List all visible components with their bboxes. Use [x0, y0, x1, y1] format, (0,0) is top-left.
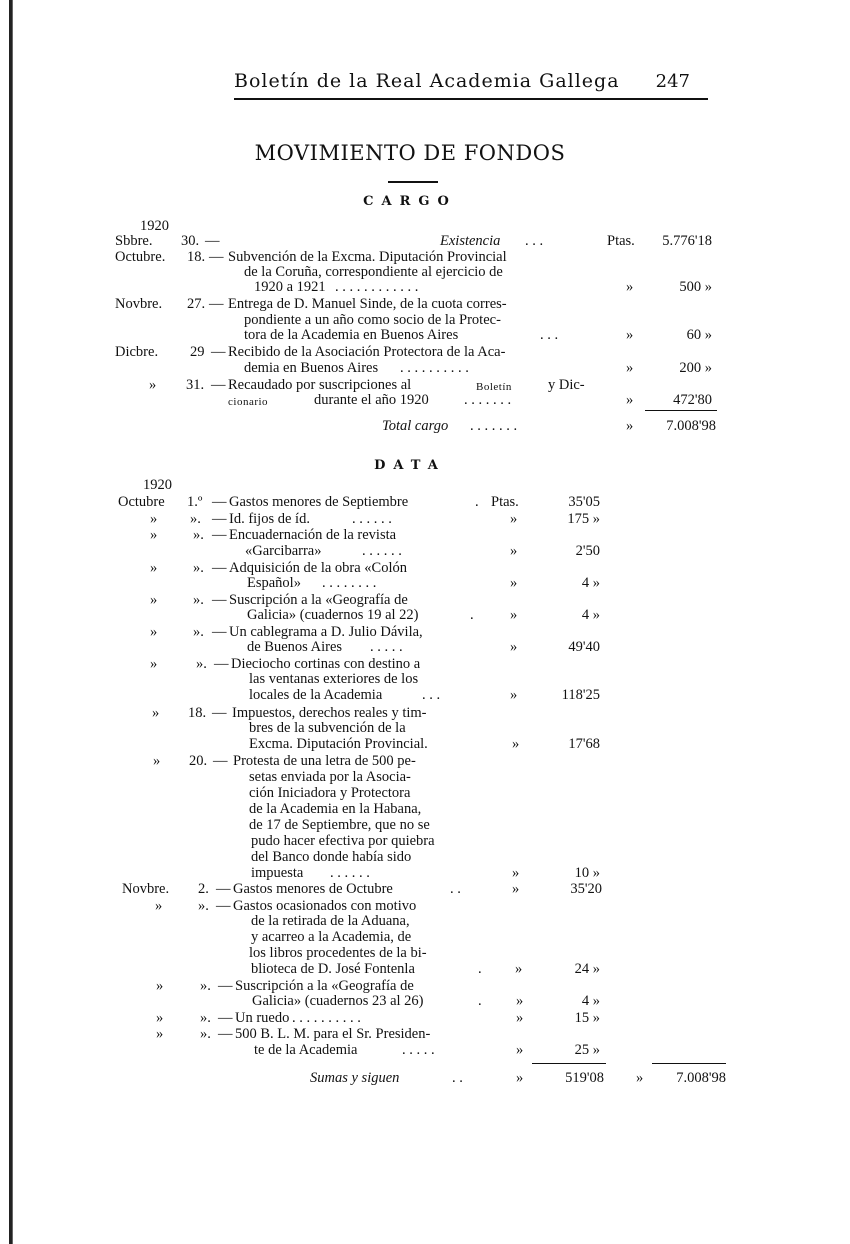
data-dash: —: [218, 1010, 233, 1026]
running-header: [234, 70, 708, 100]
cargo-desc-line: demia en Buenos Aires: [244, 360, 379, 376]
cargo-day: 29: [190, 344, 205, 360]
data-dash: —: [212, 705, 227, 721]
data-leader: . . . . .: [370, 639, 403, 655]
data-mark: »: [512, 865, 520, 881]
cargo-day: 27.: [187, 296, 206, 312]
cargo-day: 31.: [186, 377, 205, 393]
data-amount: 118'25: [561, 687, 600, 703]
data-desc-line: Gastos ocasionados con motivo: [233, 898, 417, 914]
data-desc-line: pudo hacer efectiva por quiebra: [251, 833, 435, 849]
data-leader: . . . . .: [402, 1042, 435, 1058]
data-day: ».: [196, 656, 207, 672]
data-desc-line: los libros procedentes de la bi-: [249, 945, 427, 961]
data-leader: . . .: [422, 687, 441, 703]
data-month: »: [156, 978, 164, 994]
data-dash: —: [216, 881, 231, 897]
data-desc-line: Dieciocho cortinas con destino a: [231, 656, 421, 672]
data-mark: »: [510, 607, 518, 623]
data-month: »: [152, 705, 160, 721]
data-day: ».: [193, 560, 204, 576]
cargo-desc-word: y Dic-: [548, 377, 585, 393]
data-desc-line: Galicia» (cuadernos 23 al 26): [252, 993, 424, 1009]
data-mark: »: [512, 736, 520, 752]
data-desc-line: Excma. Diputación Provincial.: [249, 736, 428, 752]
cargo-amount: 500 »: [679, 279, 712, 295]
data-desc-line: Un cablegrama a D. Julio Dávila,: [229, 624, 423, 640]
cargo-sum-rule: [645, 410, 717, 411]
data-desc-line: 500 B. L. M. para el Sr. Presiden-: [235, 1026, 431, 1042]
cargo-year: 1920: [140, 218, 169, 234]
data-amount: 17'68: [568, 736, 600, 752]
data-mark: »: [512, 881, 520, 897]
data-month: Octubre: [118, 494, 165, 510]
cargo-amount: 200 »: [679, 360, 712, 376]
carry-amount: 7.008'98: [676, 1070, 726, 1086]
cargo-month: Sbbre.: [115, 233, 153, 249]
data-mark: »: [516, 1010, 524, 1026]
data-dash: —: [213, 753, 228, 769]
data-month: »: [156, 1026, 164, 1042]
data-day: ».: [200, 1010, 211, 1026]
data-dash: —: [212, 494, 227, 510]
data-desc-line: Adquisición de la obra «Colón: [229, 560, 408, 576]
page-title: MOVIMIENTO DE FONDOS: [254, 141, 566, 165]
data-day: ».: [200, 978, 211, 994]
data-amount: 4 »: [581, 575, 600, 591]
data-day: ».: [193, 592, 204, 608]
cargo-leader: . . . . . . .: [470, 418, 518, 434]
data-leader: . . . . . . . . . .: [292, 1010, 361, 1026]
data-desc-line: Encuadernación de la revista: [229, 527, 397, 543]
cargo-mark: »: [626, 392, 634, 408]
cargo-existencia-label: Existencia: [440, 233, 501, 249]
sum-mark: »: [516, 1070, 524, 1086]
cargo-dash: —: [205, 233, 220, 249]
data-leader: .: [478, 993, 482, 1009]
data-month: »: [150, 592, 158, 608]
page-binding-edge: [0, 0, 12, 1244]
data-amount: 35'20: [570, 881, 602, 897]
data-day: 20.: [189, 753, 208, 769]
data-amount: 4 »: [581, 993, 600, 1009]
cargo-desc-line: tora de la Academia en Buenos Aires: [244, 327, 459, 343]
data-mark: »: [510, 575, 518, 591]
data-year: 1920: [143, 477, 172, 493]
data-month: »: [156, 1010, 164, 1026]
data-desc-line: Gastos menores de Septiembre: [229, 494, 409, 510]
data-amount: 175 »: [567, 511, 600, 527]
data-day: ».: [193, 527, 204, 543]
boletin-smallcaps: Boletín: [476, 381, 512, 393]
data-desc-line: Id. fijos de íd.: [229, 511, 310, 527]
data-amount: 49'40: [568, 639, 600, 655]
data-leader: . . . . . . . .: [322, 575, 377, 591]
sum-leader: . .: [452, 1070, 463, 1086]
data-desc-line: Gastos menores de Octubre: [233, 881, 393, 897]
data-mark: »: [516, 993, 524, 1009]
data-leader: . . . . . .: [362, 543, 402, 559]
sum-amount: 519'08: [565, 1070, 604, 1086]
data-month: »: [155, 898, 163, 914]
data-amount: 25 »: [574, 1042, 600, 1058]
cargo-month: Novbre.: [115, 296, 163, 312]
data-mark: »: [510, 687, 518, 703]
cargo-heading: CARGO: [363, 194, 457, 209]
cargo-leader: . . . . . . . . . .: [400, 360, 469, 376]
page-binding-line: [12, 0, 13, 1244]
data-leader: .: [475, 494, 479, 510]
cargo-dash: —: [211, 377, 226, 393]
data-desc-line: Español»: [247, 575, 301, 591]
cargo-total-label: Total cargo: [382, 418, 449, 434]
cargo-amount: 60 »: [686, 327, 712, 343]
cargo-month: Dicbre.: [115, 344, 159, 360]
cargo-leader: . . .: [525, 233, 544, 249]
cargo-month: Octubre.: [115, 249, 166, 265]
data-month: Novbre.: [122, 881, 170, 897]
data-dash: —: [212, 592, 227, 608]
data-month: »: [150, 560, 158, 576]
journal-title: Boletín de la Real Academia Gallega: [234, 70, 620, 92]
sum-label: Sumas y siguen: [310, 1070, 400, 1086]
data-leader: . . . . . .: [352, 511, 392, 527]
data-dash: —: [212, 624, 227, 640]
data-leader: . .: [450, 881, 461, 897]
data-dash: —: [218, 1026, 233, 1042]
cargo-month: »: [149, 377, 157, 393]
data-mark: »: [510, 639, 518, 655]
cargo-desc-line: durante el año 1920: [314, 392, 429, 408]
data-amount: 35'05: [568, 494, 600, 510]
data-desc-line: Galicia» (cuadernos 19 al 22): [247, 607, 419, 623]
data-desc-line: Un ruedo: [235, 1010, 290, 1026]
data-mark: »: [516, 1042, 524, 1058]
data-amount: 15 »: [574, 1010, 600, 1026]
data-desc-line: bres de la subvención de la: [249, 720, 406, 736]
data-desc-line: Impuestos, derechos reales y tim-: [232, 705, 427, 721]
data-dash: —: [218, 978, 233, 994]
data-desc-line: Protesta de una letra de 500 pe-: [233, 753, 416, 769]
data-day: 18.: [188, 705, 207, 721]
cargo-amount: 472'80: [673, 392, 712, 408]
cargo-desc-line: de la Coruña, correspondiente al ejercicio de: [244, 264, 503, 280]
data-amount: 10 »: [574, 865, 600, 881]
cargo-dash: —: [209, 296, 224, 312]
cargo-total: 7.008'98: [666, 418, 716, 434]
data-day: ».: [198, 898, 209, 914]
cargo-currency: Ptas.: [607, 233, 635, 249]
data-amount: 4 »: [581, 607, 600, 623]
data-dash: —: [216, 898, 231, 914]
data-sum-rule: [532, 1063, 606, 1064]
title-rule: [388, 181, 438, 183]
data-desc-line: y acarreo a la Academia, de: [251, 929, 412, 945]
cargo-dash: —: [209, 249, 224, 265]
data-desc-line: blioteca de D. José Fontenla: [251, 961, 415, 977]
data-heading: DATA: [374, 458, 446, 473]
cargo-leader: . . .: [540, 327, 559, 343]
data-leader: .: [478, 961, 482, 977]
data-desc-line: de 17 de Septiembre, que no se: [249, 817, 430, 833]
data-desc-line: ción Iniciadora y Protectora: [249, 785, 411, 801]
data-amount: 2'50: [575, 543, 600, 559]
cargo-total-mark: »: [626, 418, 634, 434]
data-desc-line: locales de la Academia: [249, 687, 383, 703]
data-dash: —: [212, 511, 227, 527]
data-desc-line: las ventanas exteriores de los: [249, 671, 419, 687]
data-desc-line: Suscripción a la «Geografía de: [229, 592, 408, 608]
data-day: 1.º: [187, 494, 203, 510]
cargo-desc-line: Recaudado por suscripciones al: [228, 377, 412, 393]
data-mark: »: [510, 511, 518, 527]
data-month: »: [150, 511, 158, 527]
data-desc-line: de la Academia en la Habana,: [249, 801, 422, 817]
data-month: »: [150, 527, 158, 543]
data-dash: —: [212, 560, 227, 576]
cargo-leader: . . . . . . . . . . . .: [335, 279, 419, 295]
cargo-mark: »: [626, 327, 634, 343]
data-day: ».: [190, 511, 201, 527]
data-day: ».: [200, 1026, 211, 1042]
cargo-mark: »: [626, 360, 634, 376]
data-month: »: [153, 753, 161, 769]
data-desc-line: del Banco donde había sido: [251, 849, 412, 865]
data-desc-line: setas enviada por la Asocia-: [249, 769, 411, 785]
data-dash: —: [212, 527, 227, 543]
data-mark: »: [515, 961, 523, 977]
carry-mark: »: [636, 1070, 644, 1086]
data-desc-line: «Garcibarra»: [245, 543, 322, 559]
diccionario-smallcaps: cionario: [228, 396, 269, 408]
data-day: 2.: [198, 881, 209, 897]
cargo-day: 30.: [181, 233, 200, 249]
data-currency: Ptas.: [491, 494, 519, 510]
cargo-desc-line: 1920 a 1921: [254, 279, 326, 295]
data-mark: »: [510, 543, 518, 559]
cargo-leader: . . . . . . .: [464, 392, 512, 408]
cargo-day: 18.: [187, 249, 206, 265]
data-leader: .: [470, 607, 474, 623]
data-desc-line: de Buenos Aires: [247, 639, 343, 655]
page-number: 247: [655, 71, 690, 92]
cargo-desc-line: pondiente a un año como socio de la Protec-: [244, 312, 501, 328]
data-dash: —: [214, 656, 229, 672]
data-leader: . . . . . .: [330, 865, 370, 881]
data-desc-line: Suscripción a la «Geografía de: [235, 978, 414, 994]
data-amount: 24 »: [574, 961, 600, 977]
data-desc-line: impuesta: [251, 865, 304, 881]
data-day: ».: [193, 624, 204, 640]
cargo-amount: 5.776'18: [662, 233, 712, 249]
carry-sum-rule: [652, 1063, 726, 1064]
cargo-desc-line: Entrega de D. Manuel Sinde, de la cuota corres-: [228, 296, 507, 312]
data-desc-line: te de la Academia: [254, 1042, 358, 1058]
data-month: »: [150, 624, 158, 640]
data-month: »: [150, 656, 158, 672]
cargo-desc-line: Recibido de la Asociación Protectora de la Aca-: [228, 344, 506, 360]
cargo-desc-line: Subvención de la Excma. Diputación Provincial: [228, 249, 507, 265]
data-desc-line: de la retirada de la Aduana,: [251, 913, 410, 929]
cargo-mark: »: [626, 279, 634, 295]
cargo-dash: —: [211, 344, 226, 360]
